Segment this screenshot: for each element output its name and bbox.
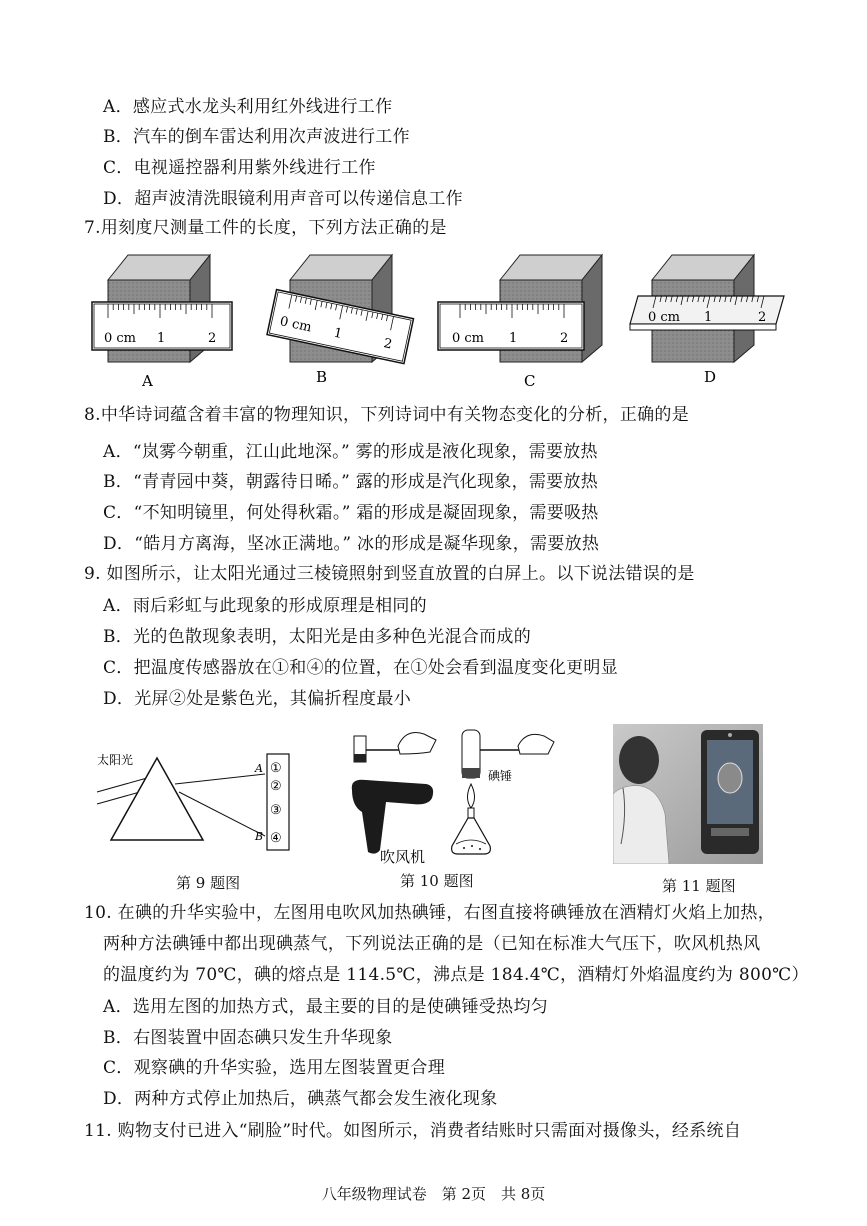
q7-label-b: B	[316, 368, 328, 386]
fig9-mark-3: ③	[270, 803, 282, 818]
fig10-dryer-label: 吹风机	[380, 848, 426, 866]
fig10-caption: 第 10 题图	[400, 872, 474, 890]
q6-option-a: A．感应式水龙头利用红外线进行工作	[103, 97, 393, 117]
q7-c-ruler-one: 1	[509, 331, 518, 346]
q6-option-d: D．超声波清洗眼镜利用声音可以传递信息工作	[103, 189, 463, 209]
q8-stem: 8.中华诗词蕴含着丰富的物理知识，下列诗词中有关物态变化的分析，正确的是	[84, 405, 690, 425]
q7-figure-a	[92, 255, 232, 390]
fig9-point-a: A	[255, 762, 263, 775]
fig11-face-payment-photo	[613, 724, 763, 864]
q7-a-ruler-zero: 0 cm	[104, 331, 137, 346]
q8-option-d: D．“皓月方离海，坚冰正满地。” 冰的形成是凝华现象，需要放热	[103, 534, 600, 554]
q7-label-a: A	[142, 372, 153, 390]
q7-figure-c	[438, 255, 602, 390]
q7-a-ruler-one: 1	[157, 331, 166, 346]
prism	[111, 758, 203, 840]
fig9-prism-figure	[95, 720, 305, 860]
q10-option-d: D．两种方式停止加热后，碘蒸气都会发生液化现象	[103, 1089, 498, 1109]
q8-option-b: B．“青青园中葵，朝露待日晞。” 露的形成是汽化现象，需要放热	[103, 472, 599, 492]
q7-rulers-figure	[80, 250, 800, 390]
q7-label-d: D	[704, 368, 717, 386]
fig9-point-b: B	[255, 830, 264, 843]
customer-head	[619, 736, 659, 784]
q7-d-ruler-zero: 0 cm	[648, 310, 681, 325]
q7-label-c: C	[524, 372, 536, 390]
q9-stem: 9. 如图所示，让太阳光通过三棱镜照射到竖直放置的白屏上。以下说法错误的是	[84, 564, 695, 584]
q9-option-a: A．雨后彩虹与此现象的形成原理是相同的	[103, 596, 427, 616]
q10-option-c: C．观察碘的升华实验，选用左图装置更合理	[103, 1058, 446, 1078]
q7-stem: 7.用刻度尺测量工件的长度，下列方法正确的是	[84, 218, 447, 238]
fig10-hammer-label: 碘锤	[488, 769, 513, 783]
fig9-sunlight-label: 太阳光	[97, 753, 134, 767]
q7-c-ruler-two: 2	[560, 331, 569, 346]
fig11-caption: 第 11 题图	[662, 877, 736, 895]
fig10-iodine-figure	[340, 722, 580, 867]
q6-option-b: B．汽车的倒车雷达利用次声波进行工作	[103, 127, 410, 147]
q7-a-ruler-two: 2	[208, 331, 217, 346]
q10-option-b: B．右图装置中固态碘只发生升华现象	[103, 1028, 393, 1048]
q8-option-c: C．“不知明镜里，何处得秋霜。” 霜的形成是凝固现象，需要吸热	[103, 503, 599, 523]
page-footer: 八年级物理试卷 第 2页 共 8页	[321, 1185, 546, 1203]
fig9-mark-2: ②	[270, 779, 282, 794]
q7-figure-d	[630, 255, 784, 386]
q7-c-ruler-zero: 0 cm	[452, 331, 485, 346]
q7-b-ruler-zero: 0 cm	[278, 314, 313, 336]
q10-stem-line-2: 两种方法碘锤中都出现碘蒸气，下列说法正确的是（已知在标准大气压下，吹风机热风	[103, 934, 761, 954]
q7-d-ruler-two: 2	[758, 310, 767, 325]
q7-b-ruler-two: 2	[382, 336, 394, 353]
kiosk-face-icon	[718, 763, 742, 793]
fig9-mark-1: ①	[270, 761, 282, 776]
q8-option-a: A．“岚雾今朝重，江山此地深。” 雾的形成是液化现象，需要放热	[103, 442, 598, 462]
q7-b-ruler-one: 1	[332, 325, 344, 342]
q7-d-ruler-one: 1	[704, 310, 713, 325]
q10-stem-line-3: 的温度约为 70℃，碘的熔点是 114.5℃，沸点是 184.4℃，酒精灯外焰温度约为 800℃）	[103, 965, 809, 985]
q10-stem-line-1: 10. 在碘的升华实验中，左图用电吹风加热碘锤，右图直接将碘锤放在酒精灯火焰上加热，	[84, 903, 776, 923]
q9-option-d: D．光屏②处是紫色光，其偏折程度最小	[103, 689, 412, 709]
fig9-mark-4: ④	[270, 831, 282, 846]
q11-stem: 11. 购物支付已进入“刷脸”时代。如图所示，消费者结账时只需面对摄像头，经系统自	[84, 1121, 742, 1141]
alcohol-lamp-icon	[452, 818, 491, 854]
fig9-caption: 第 9 题图	[176, 874, 241, 892]
q6-option-c: C．电视遥控器利用紫外线进行工作	[103, 158, 376, 178]
q7-figure-b	[267, 255, 414, 386]
camera-icon	[728, 733, 732, 737]
q9-option-c: C．把温度传感器放在①和④的位置，在①处会看到温度变化更明显	[103, 658, 619, 678]
hair-dryer-icon	[352, 780, 433, 854]
q10-option-a: A．选用左图的加热方式，最主要的目的是使碘锤受热均匀	[103, 997, 549, 1017]
q9-option-b: B．光的色散现象表明，太阳光是由多种色光混合而成的	[103, 627, 531, 647]
